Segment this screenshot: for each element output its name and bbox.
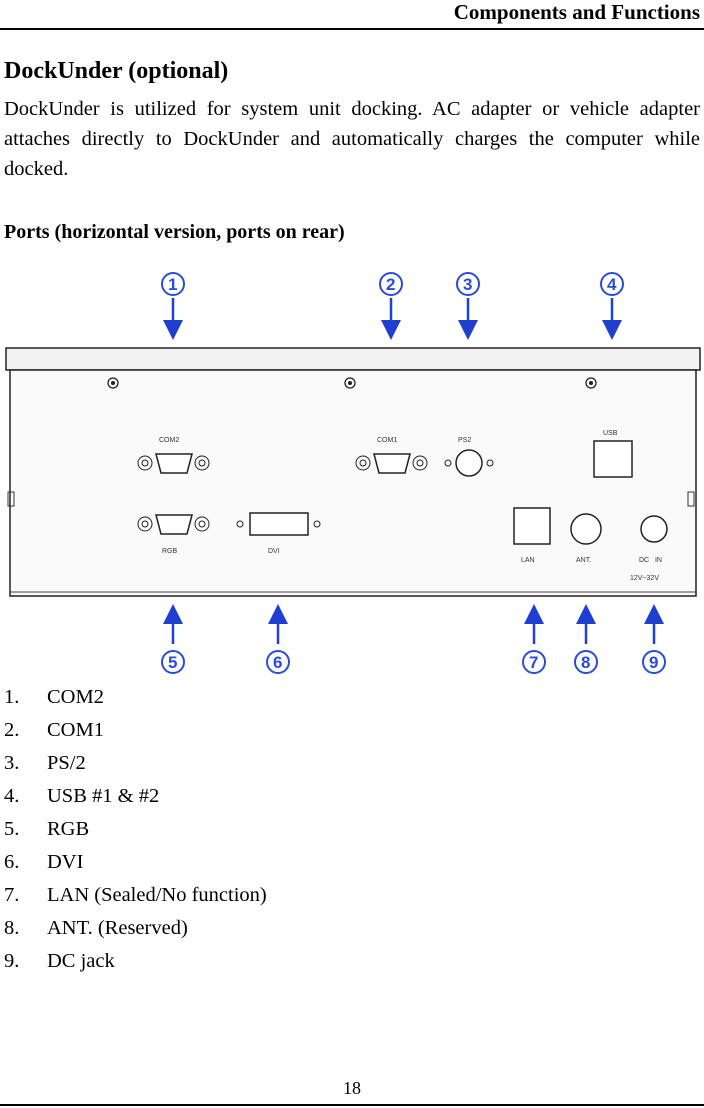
ant-label: ANT. xyxy=(576,557,592,564)
intro-paragraph: DockUnder is utilized for system unit docking. AC adapter or vehicle adapter attaches directly to DockUnder and automatically charges the computer while docked. xyxy=(4,98,700,180)
callout-6 xyxy=(267,614,289,673)
ps2-label: PS2 xyxy=(458,437,472,444)
callout-3 xyxy=(457,273,479,330)
usb-label: USB xyxy=(603,430,618,437)
list-item-number: 1. xyxy=(4,686,20,708)
callout-9 xyxy=(643,614,665,673)
list-item-text: ANT. (Reserved) xyxy=(47,917,188,939)
callout-2 xyxy=(380,273,402,330)
footer-rule xyxy=(0,1104,704,1106)
list-item-number: 4. xyxy=(4,785,20,807)
list-item-text: USB #1 & #2 xyxy=(47,785,160,807)
dock-rear-diagram xyxy=(0,262,704,682)
section-title: DockUnder (optional) xyxy=(4,58,229,84)
callout-6-number: 6 xyxy=(273,653,283,672)
dc-voltage-label: 12V~32V xyxy=(630,575,659,582)
list-item-number: 2. xyxy=(4,719,20,741)
list-item-number: 5. xyxy=(4,818,20,840)
dc-in-label: DC IN xyxy=(639,557,662,564)
page-header xyxy=(0,0,704,30)
list-item-text: COM2 xyxy=(47,686,104,708)
list-item-text: PS/2 xyxy=(47,752,86,774)
list-item-number: 7. xyxy=(4,884,20,906)
callout-1-number: 1 xyxy=(168,275,178,294)
list-item-text: DVI xyxy=(47,851,84,873)
list-item-number: 8. xyxy=(4,917,20,939)
callout-5-number: 5 xyxy=(168,653,178,672)
callout-4-number: 4 xyxy=(607,275,617,294)
list-item-text: COM1 xyxy=(47,719,104,741)
callout-3-number: 3 xyxy=(463,275,473,294)
list-item-text: RGB xyxy=(47,818,90,840)
list-item-number: 6. xyxy=(4,851,20,873)
callout-1 xyxy=(162,273,184,330)
callout-8 xyxy=(575,614,597,673)
callout-4 xyxy=(601,273,623,330)
dock-rear-svg xyxy=(0,262,704,682)
callout-8-number: 8 xyxy=(581,653,591,672)
callout-5 xyxy=(162,614,184,673)
page-number: 18 xyxy=(343,1078,361,1098)
callout-9-number: 9 xyxy=(649,653,659,672)
dvi-label: DVI xyxy=(268,548,280,555)
com2-label: COM2 xyxy=(159,437,180,444)
com1-label: COM1 xyxy=(377,437,398,444)
lan-label: LAN xyxy=(521,557,535,564)
list-item-number: 3. xyxy=(4,752,20,774)
list-item-text: DC jack xyxy=(47,950,115,972)
list-item-number: 9. xyxy=(4,950,20,972)
callout-2-number: 2 xyxy=(386,275,396,294)
ports-subtitle: Ports (horizontal version, ports on rear) xyxy=(4,221,345,243)
callout-7-number: 7 xyxy=(529,653,539,672)
rgb-label: RGB xyxy=(162,548,178,555)
callout-7 xyxy=(523,614,545,673)
list-item-text: LAN (Sealed/No function) xyxy=(47,884,267,906)
header-title: Components and Functions xyxy=(453,0,700,24)
